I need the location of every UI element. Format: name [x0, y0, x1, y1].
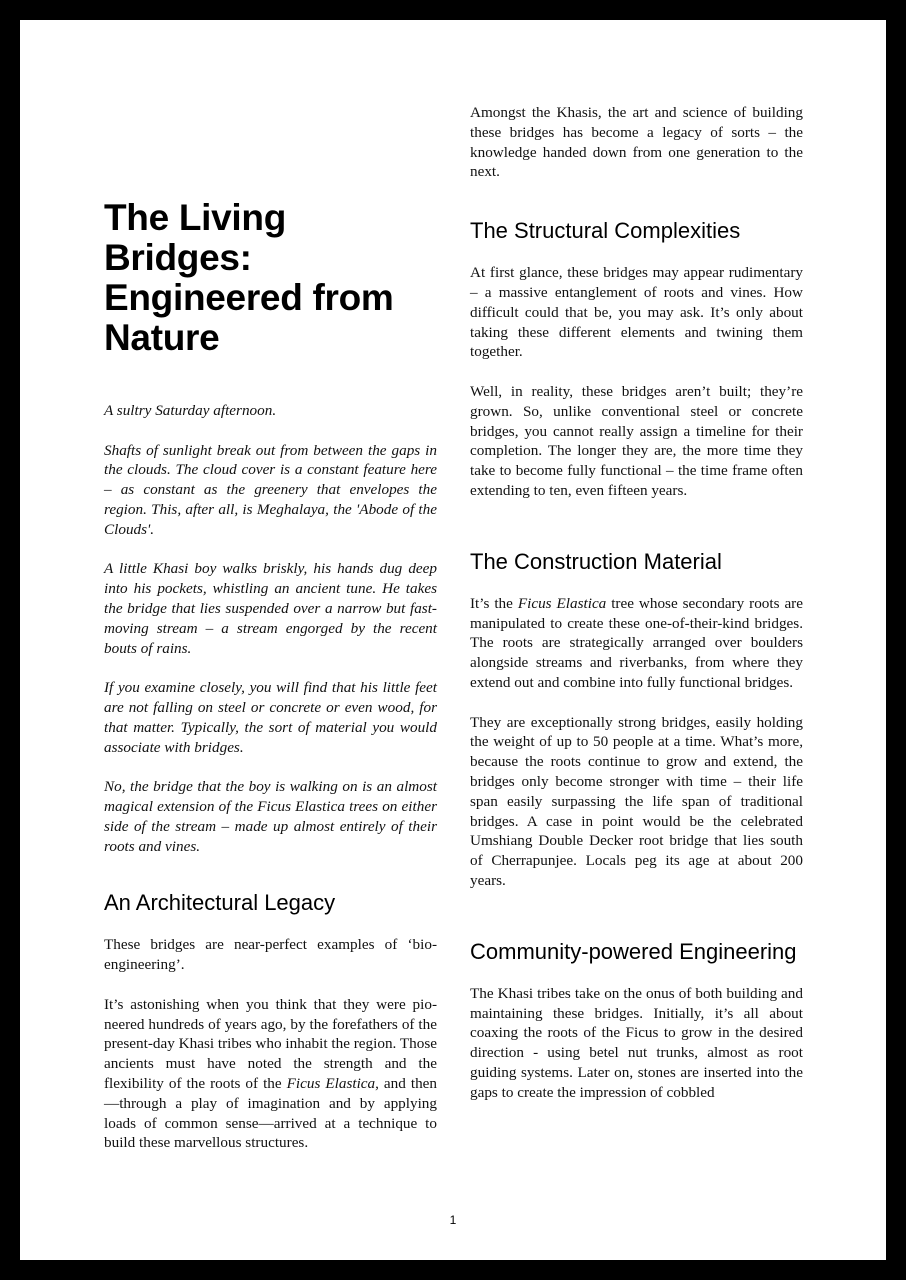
emphasis-text: Ficus Elastica: [286, 1074, 376, 1092]
intro-paragraph: Shafts of sunlight break out from between the gaps in the clouds. The cloud cover is a constant feature here – as constant as the greenery that envelopes the region. This, after all, is Meghalaya, the 'Abode of the Clouds'.: [104, 441, 437, 538]
body-paragraph: The Khasi tribes take on the onus of both building and maintaining these bridges. Initially, it’s all about coaxing the roots of the Ficus to grow in the desired direction - using betel nut trunks, almost as root guiding systems. Later on, stones are inserted into the gaps to create the impression of cobbled: [470, 984, 803, 1101]
intro-paragraph: No, the bridge that the boy is walking on is an almost magical extension of the Ficus Elastica trees on either side of the stream – made up almost entirely of their roots and vines.: [104, 778, 437, 855]
emphasis-text: Ficus Elastica: [517, 594, 607, 612]
body-paragraph: These bridges are near-perfect examples of ‘bio-engineering’.: [104, 936, 437, 974]
intro-paragraph: If you examine closely, you will find that his little feet are not falling on steel or concrete or even wood, for that matter. Typically, the sort of material you would associate with bridges.: [104, 679, 437, 756]
body-paragraph: [470, 594, 803, 693]
section-heading-community: Community-powered Engineering: [470, 938, 797, 964]
body-paragraph: [104, 995, 437, 1153]
section-heading-material: The Construction Material: [470, 548, 722, 574]
article-title: The Living Bridges: Engineered from Nature: [104, 197, 394, 358]
section-heading-structural: The Structural Complexities: [470, 218, 741, 244]
page-number: 1: [449, 1213, 457, 1227]
body-paragraph: Amongst the Khasis, the art and science of building these bridges has become a legacy of sorts – the knowledge handed down from one generation to the next.: [470, 104, 803, 181]
text-run: It’s the: [470, 594, 518, 612]
text-run: It’s astonishing when you think that they were pioneered hundreds of years ago, by the forefathers of the present-day Khasi tribes who inhabit the region. Those ancients must have noted the strength and the flexibility of the roots of the: [104, 995, 437, 1092]
body-paragraph: Well, in reality, these bridges aren’t built; they’re grown. So, unlike conventional steel or concrete bridges, you cannot really assign a timeline for their completion. The longer they are, the more time they take to become fully functional – the time frame often extending to ten, even fifteen years.: [470, 382, 803, 499]
right-column: [470, 103, 803, 1122]
text-run: tree whose secondary roots are manipulated to create these one-of-their-kind bridges. The roots are strategically arranged over boulders alongside streams and riverbanks, from where they extend out and combine into fully functional bridges.: [470, 594, 803, 691]
body-paragraph: At first glance, these bridges may appear rudimentary – a massive entanglement of roots and vines. How difficult could that be, you may ask. It’s only about taking these different elements and twining them together.: [470, 264, 803, 361]
intro-paragraph: A sultry Saturday afternoon.: [104, 402, 277, 419]
text-run: , and then—through a play of imagination and by applying loads of common sense—arrived at a technique to build these marvellous structures.: [104, 1074, 437, 1152]
document-page: [20, 20, 886, 1260]
body-paragraph: They are exceptionally strong bridges, easily holding the weight of up to 50 people at a time. What’s more, because the roots continue to grow and extend, the bridges only become stronger with time – their life span easily surpassing the life span of traditional bridges. A case in point would be the celebrated Umshiang Double Decker root bridge that lies south of Cherrapunjee. Locals peg its age at about 200 years.: [470, 713, 803, 889]
intro-paragraph: A little Khasi boy walks briskly, his hands dug deep into his pockets, whistling an ancient tune. He takes the bridge that lies suspended over a narrow but fast-moving stream – a stream engorged by the recent bouts of rains.: [104, 560, 437, 657]
section-heading-legacy: An Architectural Legacy: [104, 890, 336, 916]
left-column: [104, 198, 437, 1173]
